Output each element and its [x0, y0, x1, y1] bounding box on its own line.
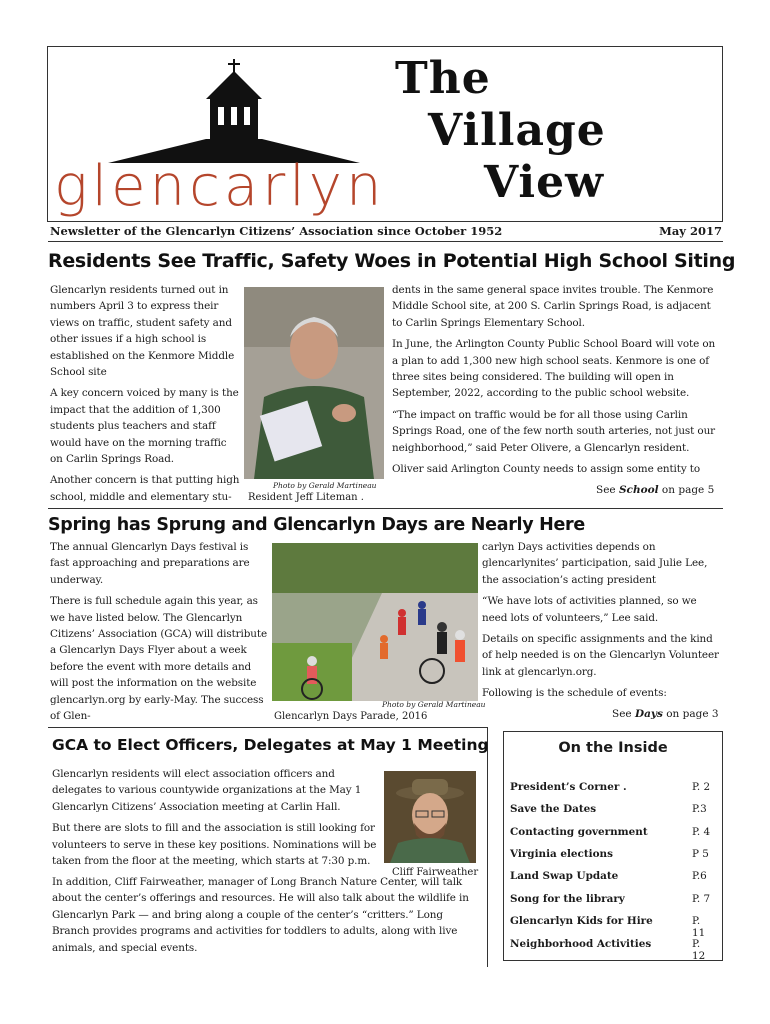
wordmark: glencarlyn [54, 154, 386, 219]
issue-date: May 2017 [659, 224, 722, 238]
divider [48, 727, 488, 728]
see-suffix: on page 5 [661, 484, 715, 496]
paragraph: The annual Glencarlyn Days festival is fast approaching and preparations are underway. [50, 541, 250, 586]
toc-label: Save the Dates [510, 803, 597, 815]
tagline-bar [50, 224, 722, 238]
toc-item[interactable] [510, 893, 716, 905]
article3-column [52, 766, 382, 874]
divider [48, 241, 723, 242]
title-line-3: View [484, 157, 604, 208]
article2-right-column [482, 539, 724, 707]
toc-item[interactable] [510, 781, 716, 793]
article1-right-column [392, 282, 724, 482]
paragraph: “The impact on traffic would be for all those using Carlin Springs Road, one of the few north south arteries, not just our neighborhood,” said Peter Olivere, a Glencarlyn resident. [392, 408, 716, 454]
divider [487, 727, 488, 967]
photo-caption: Cliff Fairweather [392, 867, 479, 878]
toc-label: President’s Corner . [510, 781, 627, 793]
toc-page: P 5 [692, 848, 709, 860]
photo-credit: Photo by Gerald Martineau [273, 481, 377, 490]
title-line-2: Village [428, 105, 606, 156]
photo-parade [272, 543, 478, 701]
toc-label: Glencarlyn Kids for Hire [510, 915, 653, 927]
paragraph: There is full schedule again this year, as we have listed below. The Glencarlyn Citizens’ Association (GCA) will distribute a Glencarlyn Days Flyer about a week before the event with more details and will post the information on the website glencarlyn.org by early-May. The success of Glen- [50, 595, 268, 723]
photo-credit: Photo by Gerald Martineau [382, 700, 486, 709]
toc-page: P. 2 [692, 781, 711, 793]
photo-caption: Resident Jeff Liteman . [248, 492, 364, 503]
paragraph: Following is the schedule of events: [482, 687, 667, 700]
headline-high-school: Residents See Traffic, Safety Woes in Potential High School Siting [48, 250, 736, 272]
toc-item[interactable] [510, 826, 716, 838]
paragraph: carlyn Days activities depends on glencarlynites’ participation, said Julie Lee, the association’s acting president [482, 541, 708, 586]
masthead [47, 46, 723, 222]
photo-jeff-liteman [244, 287, 384, 479]
toc-page: P.6 [692, 870, 707, 882]
toc-item[interactable] [510, 938, 716, 962]
see-word: School [618, 484, 659, 496]
toc-page: P. 4 [692, 826, 711, 838]
paragraph: But there are slots to fill and the association is still looking for volunteers to serve in these key positions. Nominations will be taken from the floor at the meeting, which starts at 7:30 p.m. [52, 822, 377, 868]
paragraph: In June, the Arlington County Public School Board will vote on a plan to add 1,300 new high school seats. Kenmore is one of three sites being considered. The building will open in September, 2022, according to the public school website. [392, 338, 716, 400]
paragraph: Glencarlyn residents turned out in numbers April 3 to express their views on traffic, student safety and other issues if a high school is established on the Kenmore Middle School site [50, 284, 235, 379]
see-prefix: See [612, 708, 632, 720]
toc-item[interactable] [510, 848, 716, 860]
article3-column-wide [52, 874, 480, 961]
see-suffix: on page 3 [666, 708, 719, 720]
see-prefix: See [596, 484, 616, 496]
continued-link-days[interactable] [612, 708, 719, 720]
toc-label: Virginia elections [510, 848, 613, 860]
toc-label: Contacting government [510, 826, 648, 838]
see-word: Days [634, 708, 663, 720]
toc-page: P. 11 [692, 915, 706, 939]
title-line-1: The [395, 53, 491, 104]
toc-item[interactable] [510, 803, 716, 815]
article2-left-column [50, 539, 268, 729]
paragraph: A key concern voiced by many is the impact that the addition of 1,300 students plus teachers and staff would have on the morning traffic on Carlin Springs Road. [50, 387, 239, 466]
paragraph: In addition, Cliff Fairweather, manager of Long Branch Nature Center, will talk about the center’s offerings and resources. He will also talk about the wildlife in Glencarlyn Park — and bring along a couple of the center’s “critters.” Long Branch provides programs and activities for toddlers to adults, along with live animals, and special events. [52, 876, 469, 954]
toc-item[interactable] [510, 915, 716, 939]
photo-cliff-fairweather [384, 771, 476, 863]
paragraph: Oliver said Arlington County needs to assign some entity to [392, 463, 701, 476]
toc-label: Song for the library [510, 893, 625, 905]
toc-title: On the Inside [558, 740, 668, 756]
paragraph: Details on specific assignments and the kind of help needed is on the Glencarlyn Volunteer link at glencarlyn.org. [482, 633, 719, 678]
continued-link-school[interactable] [596, 484, 714, 496]
toc-page: P. 7 [692, 893, 711, 905]
toc-item[interactable] [510, 870, 716, 882]
divider [48, 508, 723, 509]
table-of-contents [503, 731, 723, 961]
photo-caption: Glencarlyn Days Parade, 2016 [274, 711, 428, 722]
headline-elect-officers: GCA to Elect Officers, Delegates at May 1 Meeting [52, 736, 489, 754]
paragraph: Glencarlyn residents will elect association officers and delegates to various countywide organizations at the May 1 Glencarlyn Citizens’ Association meeting at Carlin Hall. [52, 768, 362, 813]
toc-label: Land Swap Update [510, 870, 619, 882]
paragraph: Another concern is that putting high school, middle and elementary stu- [50, 474, 240, 503]
article1-left-column [50, 282, 242, 510]
paragraph: dents in the same general space invites trouble. The Kenmore Middle School site, at 200 S. Carlin Springs Road, is adjacent to Carlin Springs Elementary School. [392, 284, 714, 329]
headline-glencarlyn-days: Spring has Sprung and Glencarlyn Days are Nearly Here [48, 515, 585, 535]
tagline: Newsletter of the Glencarlyn Citizens’ Association since October 1952 [50, 224, 503, 238]
paragraph: “We have lots of activities planned, so we need lots of volunteers,” Lee said. [482, 595, 697, 624]
toc-label: Neighborhood Activities [510, 938, 652, 950]
toc-page: P.3 [692, 803, 707, 815]
toc-page: P. 12 [692, 938, 706, 962]
